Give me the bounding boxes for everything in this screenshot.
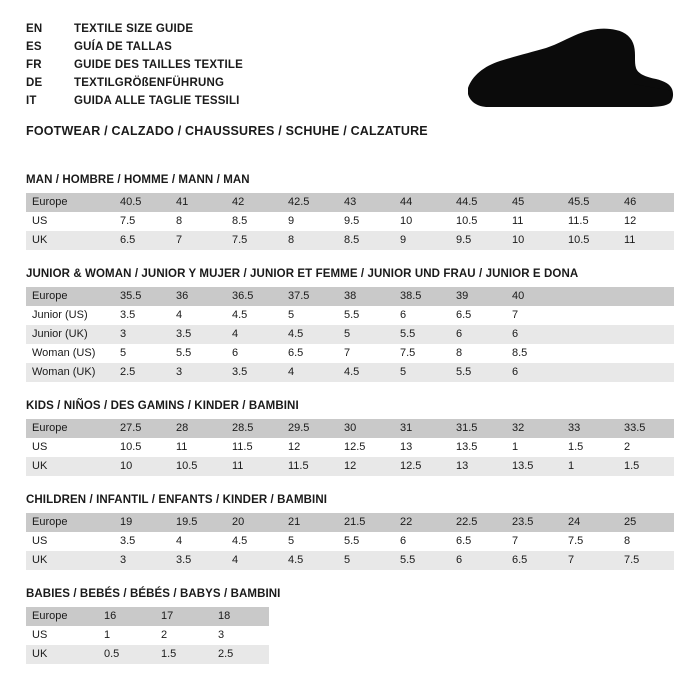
size-cell: 7.5 xyxy=(400,347,416,359)
size-cell: 24 xyxy=(562,513,618,532)
row-label: US xyxy=(32,215,48,227)
table-row xyxy=(26,344,674,363)
language-title-list xyxy=(26,22,243,112)
size-table xyxy=(26,193,674,250)
size-cell: 4 xyxy=(226,551,282,570)
size-cell: 21.5 xyxy=(338,513,394,532)
row-label: US xyxy=(32,629,48,641)
size-cell: 5 xyxy=(120,347,127,359)
size-cell: 6.5 xyxy=(506,551,562,570)
table-row xyxy=(26,325,674,344)
size-cell xyxy=(618,306,674,325)
size-cell: 8 xyxy=(282,231,338,250)
table-row xyxy=(26,626,269,645)
size-cell: 38.5 xyxy=(394,287,450,306)
size-cell: 5.5 xyxy=(394,325,450,344)
size-cell: 5.5 xyxy=(344,309,360,321)
size-cell: 3 xyxy=(170,363,226,382)
size-cell xyxy=(562,287,618,306)
size-cell: 13.5 xyxy=(456,441,478,453)
size-cell: 8 xyxy=(176,215,183,227)
size-cell: 8 xyxy=(624,535,631,547)
table-row xyxy=(26,287,674,306)
size-cell: 6 xyxy=(506,325,562,344)
size-cell: 3 xyxy=(114,551,170,570)
size-cell: 44 xyxy=(394,193,450,212)
size-cell: 5.5 xyxy=(344,535,360,547)
language-code: DE xyxy=(26,77,43,89)
size-cell: 22.5 xyxy=(450,513,506,532)
language-code: EN xyxy=(26,23,43,35)
language-code: IT xyxy=(26,95,37,107)
size-cell: 1 xyxy=(512,441,519,453)
size-section xyxy=(26,268,674,382)
size-cell: 5 xyxy=(288,309,295,321)
row-label: UK xyxy=(26,457,114,476)
size-cell xyxy=(562,306,618,325)
table-row xyxy=(26,513,674,532)
language-code: ES xyxy=(26,41,42,53)
row-label: Europe xyxy=(26,607,98,626)
size-table xyxy=(26,513,674,570)
size-cell: 11.5 xyxy=(282,457,338,476)
size-cell: 7 xyxy=(512,535,519,547)
language-row xyxy=(26,22,243,40)
size-cell: 1.5 xyxy=(618,457,674,476)
size-tables xyxy=(0,174,700,664)
size-cell: 12.5 xyxy=(344,441,366,453)
row-label: Europe xyxy=(26,287,114,306)
size-cell: 42.5 xyxy=(282,193,338,212)
row-label: US xyxy=(32,535,48,547)
row-label: Woman (US) xyxy=(32,347,96,359)
size-cell: 30 xyxy=(338,419,394,438)
size-cell: 7.5 xyxy=(618,551,674,570)
size-cell: 6 xyxy=(400,309,407,321)
size-cell: 7 xyxy=(344,347,351,359)
size-cell: 18 xyxy=(212,607,269,626)
size-cell: 44.5 xyxy=(450,193,506,212)
size-cell: 11 xyxy=(512,215,524,227)
row-label: US xyxy=(32,441,48,453)
size-cell: 36.5 xyxy=(226,287,282,306)
size-cell: 10.5 xyxy=(562,231,618,250)
size-cell: 46 xyxy=(618,193,674,212)
size-cell xyxy=(562,363,618,382)
size-cell: 10.5 xyxy=(456,215,478,227)
size-section-title: KIDS / NIÑOS / DES GAMINS / KINDER / BAMBINI xyxy=(26,400,299,412)
size-cell: 2 xyxy=(624,441,631,453)
size-cell: 13.5 xyxy=(506,457,562,476)
size-cell: 6.5 xyxy=(114,231,170,250)
size-cell xyxy=(562,325,618,344)
size-cell: 5 xyxy=(394,363,450,382)
size-cell: 6 xyxy=(506,363,562,382)
table-row xyxy=(26,306,674,325)
size-cell xyxy=(618,344,674,363)
size-cell: 5 xyxy=(288,535,295,547)
size-cell: 7 xyxy=(170,231,226,250)
size-cell xyxy=(618,363,674,382)
size-cell: 8.5 xyxy=(338,231,394,250)
size-cell: 3.5 xyxy=(120,309,136,321)
size-cell: 3.5 xyxy=(120,535,136,547)
size-cell: 5 xyxy=(338,551,394,570)
size-cell: 4.5 xyxy=(282,325,338,344)
size-section xyxy=(26,400,674,476)
language-title: GUÍA DE TALLAS xyxy=(74,41,172,53)
size-cell: 12.5 xyxy=(394,457,450,476)
size-cell: 29.5 xyxy=(282,419,338,438)
size-cell: 0.5 xyxy=(98,645,155,664)
size-table xyxy=(26,607,269,664)
size-cell: 4 xyxy=(226,325,282,344)
table-row xyxy=(26,193,674,212)
table-row xyxy=(26,419,674,438)
row-label: Europe xyxy=(26,513,114,532)
language-title: TEXTILE SIZE GUIDE xyxy=(74,23,194,35)
size-cell: 7.5 xyxy=(226,231,282,250)
language-row xyxy=(26,40,243,58)
size-cell: 11 xyxy=(226,457,282,476)
size-cell: 22 xyxy=(394,513,450,532)
row-label: UK xyxy=(26,551,114,570)
size-cell: 2.5 xyxy=(212,645,269,664)
size-cell: 6 xyxy=(232,347,239,359)
size-cell: 6 xyxy=(400,535,407,547)
size-cell: 6.5 xyxy=(456,309,472,321)
size-cell: 17 xyxy=(155,607,212,626)
size-cell: 9.5 xyxy=(450,231,506,250)
size-cell: 11 xyxy=(618,231,674,250)
size-cell: 3.5 xyxy=(226,363,282,382)
table-row xyxy=(26,438,674,457)
row-label: Europe xyxy=(26,419,114,438)
size-cell: 4 xyxy=(176,309,183,321)
size-cell: 10.5 xyxy=(170,457,226,476)
size-cell: 7 xyxy=(512,309,519,321)
table-row xyxy=(26,645,269,664)
row-label: Junior (US) xyxy=(32,309,88,321)
size-cell: 5.5 xyxy=(176,347,192,359)
size-cell: 13 xyxy=(450,457,506,476)
size-cell: 36 xyxy=(170,287,226,306)
size-cell: 8.5 xyxy=(512,347,528,359)
size-cell: 4 xyxy=(176,535,183,547)
size-cell: 31.5 xyxy=(450,419,506,438)
size-cell: 13 xyxy=(400,441,413,453)
size-cell: 25 xyxy=(618,513,674,532)
table-row xyxy=(26,457,674,476)
size-section xyxy=(26,174,674,250)
size-cell: 43 xyxy=(338,193,394,212)
size-cell: 41 xyxy=(170,193,226,212)
size-cell: 1 xyxy=(104,629,111,641)
size-cell: 1.5 xyxy=(568,441,584,453)
size-cell: 4.5 xyxy=(232,535,248,547)
size-cell: 3.5 xyxy=(170,551,226,570)
size-cell: 20 xyxy=(226,513,282,532)
language-title: GUIDA ALLE TAGLIE TESSILI xyxy=(74,95,240,107)
size-cell: 5 xyxy=(338,325,394,344)
size-cell: 4 xyxy=(282,363,338,382)
size-section-title: MAN / HOMBRE / HOMME / MANN / MAN xyxy=(26,174,250,186)
size-cell: 12 xyxy=(624,215,637,227)
size-cell: 5.5 xyxy=(394,551,450,570)
document-header xyxy=(0,0,700,138)
size-cell: 11.5 xyxy=(568,215,589,227)
size-cell: 16 xyxy=(98,607,155,626)
size-cell: 12 xyxy=(288,441,301,453)
size-cell xyxy=(618,287,674,306)
language-code: FR xyxy=(26,59,42,71)
size-cell: 3 xyxy=(218,629,225,641)
table-row xyxy=(26,231,674,250)
size-cell: 5.5 xyxy=(450,363,506,382)
size-cell: 21 xyxy=(282,513,338,532)
size-cell: 11.5 xyxy=(232,441,253,453)
size-cell: 28 xyxy=(170,419,226,438)
size-cell: 9 xyxy=(288,215,295,227)
size-cell: 32 xyxy=(506,419,562,438)
row-label: Junior (UK) xyxy=(26,325,114,344)
size-cell: 23.5 xyxy=(506,513,562,532)
size-cell: 4.5 xyxy=(282,551,338,570)
size-cell: 27.5 xyxy=(114,419,170,438)
language-row xyxy=(26,94,243,112)
size-cell: 1 xyxy=(562,457,618,476)
size-cell: 40 xyxy=(506,287,562,306)
language-title: TEXTILGRÖßENFÜHRUNG xyxy=(74,77,225,89)
size-table xyxy=(26,287,674,382)
size-cell: 3.5 xyxy=(170,325,226,344)
size-cell: 37.5 xyxy=(282,287,338,306)
table-row xyxy=(26,363,674,382)
size-cell: 28.5 xyxy=(226,419,282,438)
size-cell: 7 xyxy=(562,551,618,570)
size-cell: 6 xyxy=(450,325,506,344)
size-cell: 11 xyxy=(176,441,188,453)
size-cell: 42 xyxy=(226,193,282,212)
size-cell xyxy=(562,344,618,363)
row-label: Woman (UK) xyxy=(26,363,114,382)
size-cell: 10.5 xyxy=(120,441,142,453)
size-cell: 8 xyxy=(456,347,463,359)
table-row xyxy=(26,551,674,570)
size-cell: 45 xyxy=(506,193,562,212)
size-cell: 33 xyxy=(562,419,618,438)
size-cell: 10 xyxy=(506,231,562,250)
dress-shoe-icon xyxy=(458,24,678,124)
language-row xyxy=(26,58,243,76)
size-cell: 2 xyxy=(161,629,168,641)
row-label: Europe xyxy=(26,193,114,212)
size-cell: 7.5 xyxy=(568,535,584,547)
size-cell: 6.5 xyxy=(288,347,304,359)
table-row xyxy=(26,212,674,231)
size-cell: 39 xyxy=(450,287,506,306)
category-heading: FOOTWEAR / CALZADO / CHAUSSURES / SCHUHE / CALZATURE xyxy=(26,124,428,138)
size-cell: 7.5 xyxy=(120,215,136,227)
size-cell: 4.5 xyxy=(338,363,394,382)
size-cell: 31 xyxy=(394,419,450,438)
size-cell: 2.5 xyxy=(114,363,170,382)
row-label: UK xyxy=(26,231,114,250)
size-cell: 19 xyxy=(114,513,170,532)
size-cell: 1.5 xyxy=(155,645,212,664)
size-cell: 6 xyxy=(450,551,506,570)
size-section-title: JUNIOR & WOMAN / JUNIOR Y MUJER / JUNIOR ET FEMME / JUNIOR UND FRAU / JUNIOR E DONA xyxy=(26,268,579,280)
size-cell: 10 xyxy=(114,457,170,476)
size-cell: 40.5 xyxy=(114,193,170,212)
size-section-title: BABIES / BEBÉS / BÉBÉS / BABYS / BAMBINI xyxy=(26,588,281,600)
size-cell: 35.5 xyxy=(114,287,170,306)
language-row xyxy=(26,76,243,94)
size-cell: 10 xyxy=(400,215,413,227)
size-cell: 8.5 xyxy=(232,215,248,227)
size-table xyxy=(26,419,674,476)
size-cell: 19.5 xyxy=(170,513,226,532)
size-cell: 38 xyxy=(338,287,394,306)
table-row xyxy=(26,607,269,626)
row-label: UK xyxy=(26,645,98,664)
size-cell xyxy=(618,325,674,344)
size-cell: 33.5 xyxy=(618,419,674,438)
size-section xyxy=(26,494,674,570)
size-cell: 45.5 xyxy=(562,193,618,212)
size-cell: 6.5 xyxy=(456,535,472,547)
size-section xyxy=(26,588,674,664)
size-cell: 4.5 xyxy=(232,309,248,321)
size-section-title: CHILDREN / INFANTIL / ENFANTS / KINDER / BAMBINI xyxy=(26,494,328,506)
size-cell: 9 xyxy=(394,231,450,250)
table-row xyxy=(26,532,674,551)
size-cell: 9.5 xyxy=(344,215,360,227)
size-cell: 12 xyxy=(338,457,394,476)
size-cell: 3 xyxy=(114,325,170,344)
language-title: GUIDE DES TAILLES TEXTILE xyxy=(74,59,243,71)
